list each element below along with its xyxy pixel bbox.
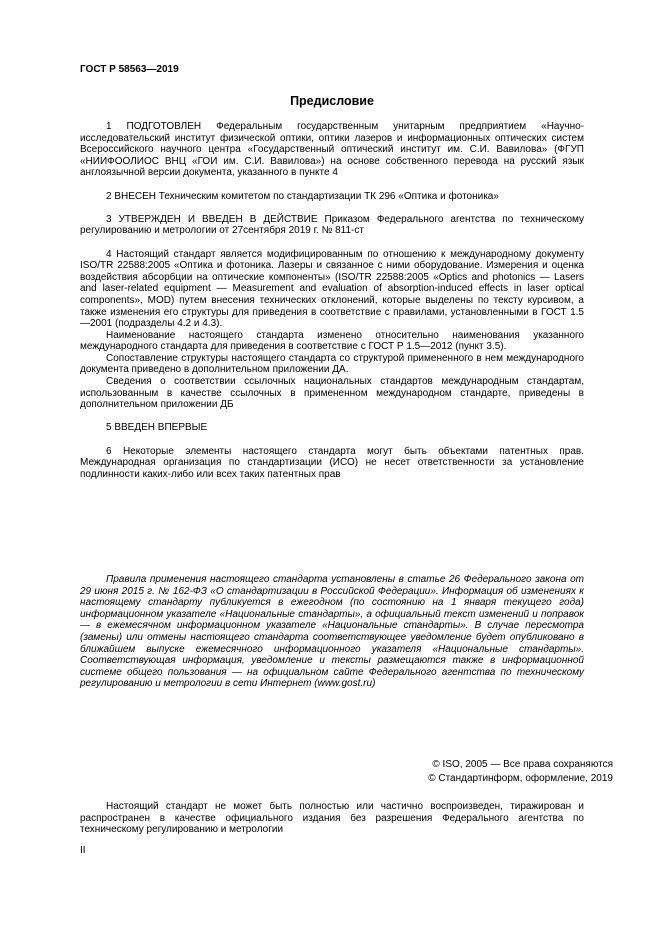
preface-item-1: 1 ПОДГОТОВЛЕН Федеральным государственным унитарным предприятием «Научно-исследовательский институт физической оптики, оптики лазеров и информационных оптических систем Всероссийского научного центра «Государственный оптический институт им. С.И. Вавилова» (ФГУП «НИИФООЛИОС ВНЦ «ГОИ им. С.И. Вавилова») на основе собственного перевода на русский язык англоязычной версии документа, указанного в пункте 4 bbox=[80, 121, 584, 179]
preface-item-3: 3 УТВЕРЖДЕН И ВВЕДЕН В ДЕЙСТВИЕ Приказом Федерального агентства по техническому регулированию и метрологии от 27сентября 2019 г. № 811-ст bbox=[80, 213, 584, 237]
preface-item-2: 2 ВНЕСЕН Техническим комитетом по стандартизации ТК 296 «Оптика и фотоника» bbox=[106, 190, 499, 202]
copyright-standartinform: © Стандартинформ, оформление, 2019 bbox=[428, 773, 613, 784]
preface-items bbox=[80, 121, 584, 480]
preface-item-4-references-note: Сведения о соответствии ссылочных национальных стандартов международным стандартам, использованным в качестве ссылочных в примененном международном стандарте, приведены в дополнительном приложении ДБ bbox=[80, 376, 584, 411]
copyright-iso: © ISO, 2005 — Все права сохраняются bbox=[432, 759, 613, 770]
preface-item-4-title-note: Наименование настоящего стандарта изменено относительно наименования указанного международного стандарта для приведения в соответствие с ГОСТ Р 1.5—2012 (пункт 3.5). bbox=[80, 329, 584, 353]
page-number: II bbox=[80, 845, 86, 856]
reproduction-text: Настоящий стандарт не может быть полностью или частично воспроизведен, тиражирован и распространен в качестве официального издания без разрешения Федерального агентства по техническому регулированию и метрологии bbox=[80, 801, 584, 836]
copyright-block bbox=[80, 758, 613, 786]
application-rules-notice bbox=[80, 574, 584, 690]
document-id: ГОСТ Р 58563—2019 bbox=[80, 64, 179, 75]
page-title: Предисловие bbox=[290, 94, 374, 108]
reproduction-notice bbox=[80, 801, 584, 836]
preface-item-4-structure-note: Сопоставление структуры настоящего стандарта со структурой примененного в нем международного документа приведено в дополнительном приложении ДА. bbox=[80, 352, 584, 376]
preface-item-4: 4 Настоящий стандарт является модифицированным по отношению к международному документу ISO/TR 22588:2005 «Оптика и фотоника. Лазеры и связанное с ними оборудование. Измерения и оценка воздействия абсорбции на оптические компоненты» (ISO/TR 22588:2005 «Optics and photonics — Lasers and laser-related equipment — Measurement and evaluation of absorption-induced effects in laser optical components», MOD) путем внесения технических отклонений, которые выделены по тексту курсивом, а также изменения его структуры для приведения в соответствие с правилами, установленными в ГОСТ 1.5—2001 (подразделы 4.2 и 4.3). bbox=[80, 248, 584, 330]
preface-item-6: 6 Некоторые элементы настоящего стандарта могут быть объектами патентных прав. Международная организация по стандартизации (ИСО) не несет ответственности за установление подлинности каких-либо или всех таких патентных прав bbox=[80, 445, 584, 480]
preface-item-5: 5 ВВЕДЕН ВПЕРВЫЕ bbox=[106, 422, 208, 434]
notice-text: Правила применения настоящего стандарта установлены в статье 26 Федерального закона от 29 июня 2015 г. № 162-ФЗ «О стандартизации в Российской Федерации». Информация об изменениях к настоящему стандарту публикуется в ежегодном (по состоянию на 1 января текущего года) информационном указателе «Национальные стандарты», а официальный текст изменений и поправок — в ежемесячном информационном указателе «Национальные стандарты». В случае пересмотра (замены) или отмены настоящего стандарта соответствующее уведомление будет опубликовано в ближайшем выпуске ежемесячного информационного указателя «Национальные стандарты». Соответствующая информация, уведомление и тексты размещаются также в информационной системе общего пользования — на официальном сайте Федерального агентства по техническому регулированию и метрологии в сети Интернет (www.gost.ru) bbox=[80, 574, 584, 690]
